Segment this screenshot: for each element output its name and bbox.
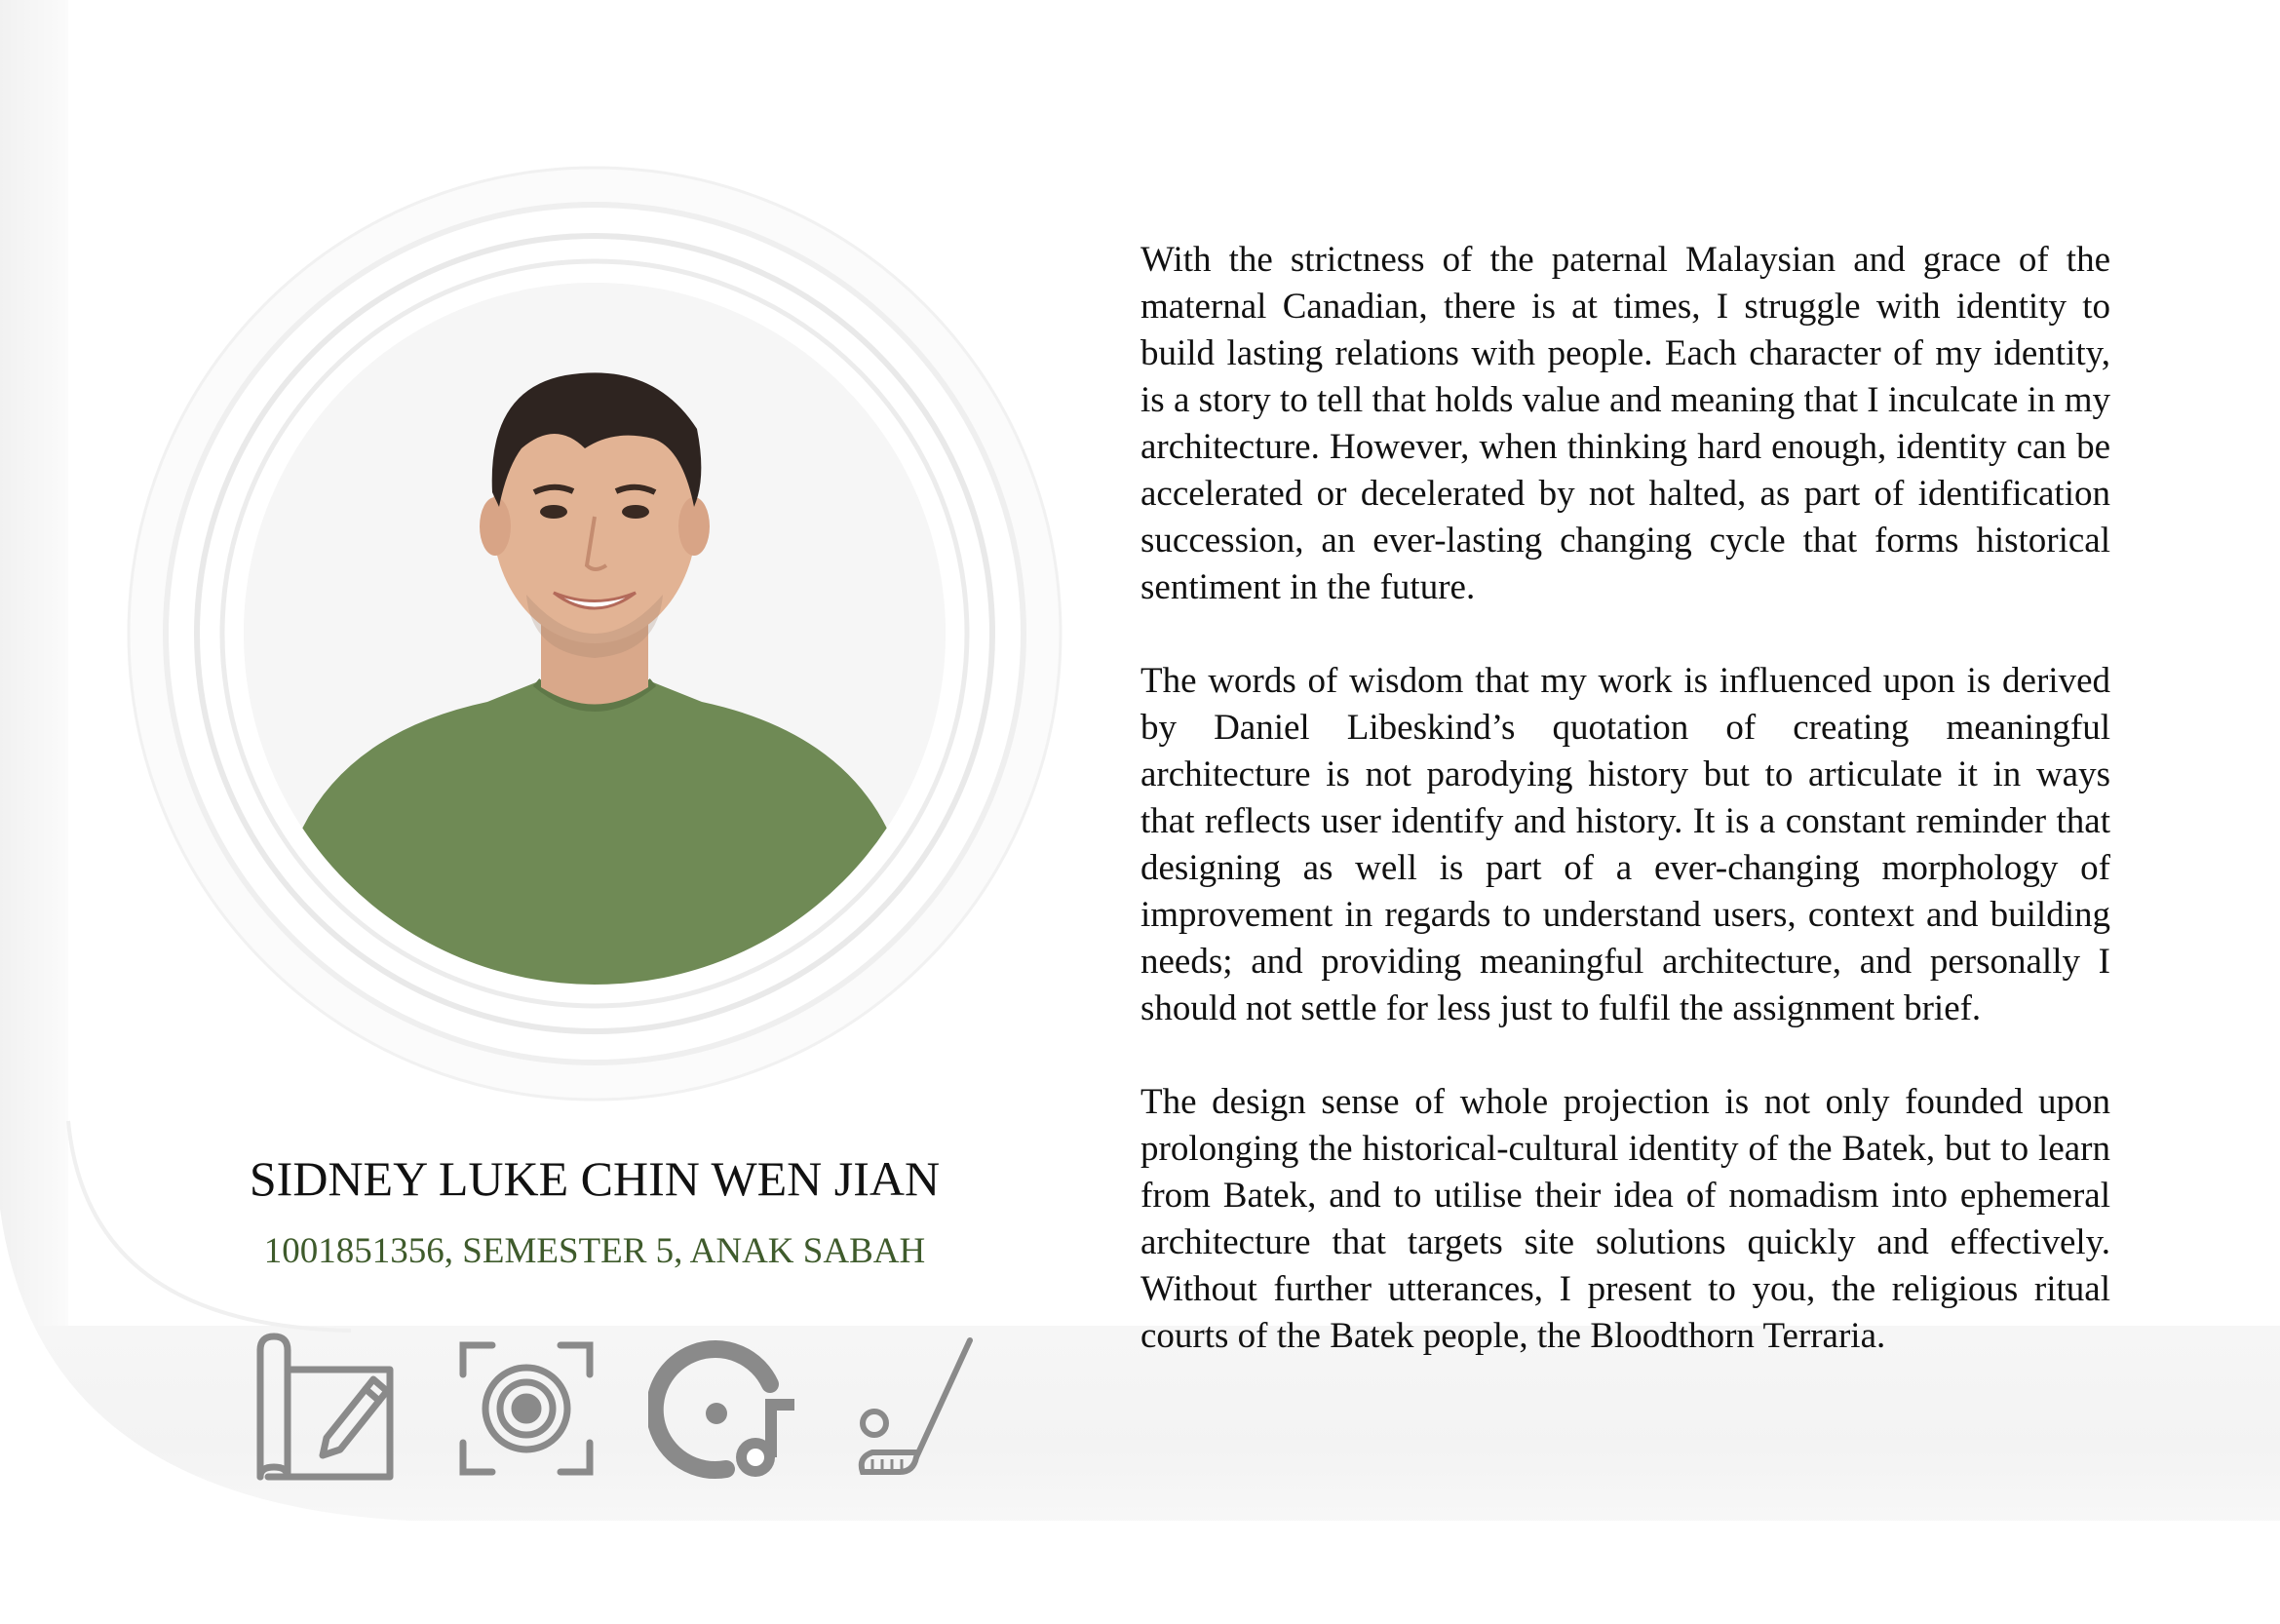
statement-paragraph: The design sense of whole projection is not only founded upon prolonging the historical-cultural identity of the Batek, but to learn from Batek, and to utilise their idea of nomadism into ephemeral architecture that targets site solutions quickly and effectively. Without further utterances, I present to you, the religious ritual courts of the Batek people, the Bloodthorn Terraria. (1140, 1082, 2110, 1356)
portrait-frame (127, 166, 1063, 1102)
profile-details: 1001851356, SEMESTER 5, ANAK SABAH (263, 1231, 926, 1271)
camera-lens-icon (448, 1331, 604, 1487)
profile-name: SIDNEY LUKE CHIN WEN JIAN (249, 1151, 941, 1206)
personal-statement (1140, 237, 2110, 1407)
golf-icon (833, 1331, 989, 1487)
portrait-photo (244, 283, 946, 985)
sketch-drawing-icon (249, 1331, 405, 1487)
statement-paragraph: The words of wisdom that my work is influenced upon is derived by Daniel Libeskind’s quotation of creating meaningful architecture is not parodying history but to articulate it in ways that reflects user identify and history. It is a constant reminder that designing as well is part of a ever-changing morphology of improvement in regards to understand users, context and building needs; and providing meaningful architecture, and personally I should not settle for less just to fulfil the assignment brief. (1140, 661, 2110, 1028)
statement-paragraph: With the strictness of the paternal Malaysian and grace of the maternal Canadian, there is at times, I struggle with identity to build lasting relations with people. Each character of my identity, is a story to tell that holds value and meaning that I inculcate in my architecture. However, when thinking hard enough, identity can be accelerated or decelerated by not halted, as part of identification succession, an ever-lasting changing cycle that forms historical sentiment in the future. (1140, 240, 2110, 607)
music-disc-icon (648, 1331, 804, 1487)
hobby-icons-row (249, 1331, 950, 1487)
